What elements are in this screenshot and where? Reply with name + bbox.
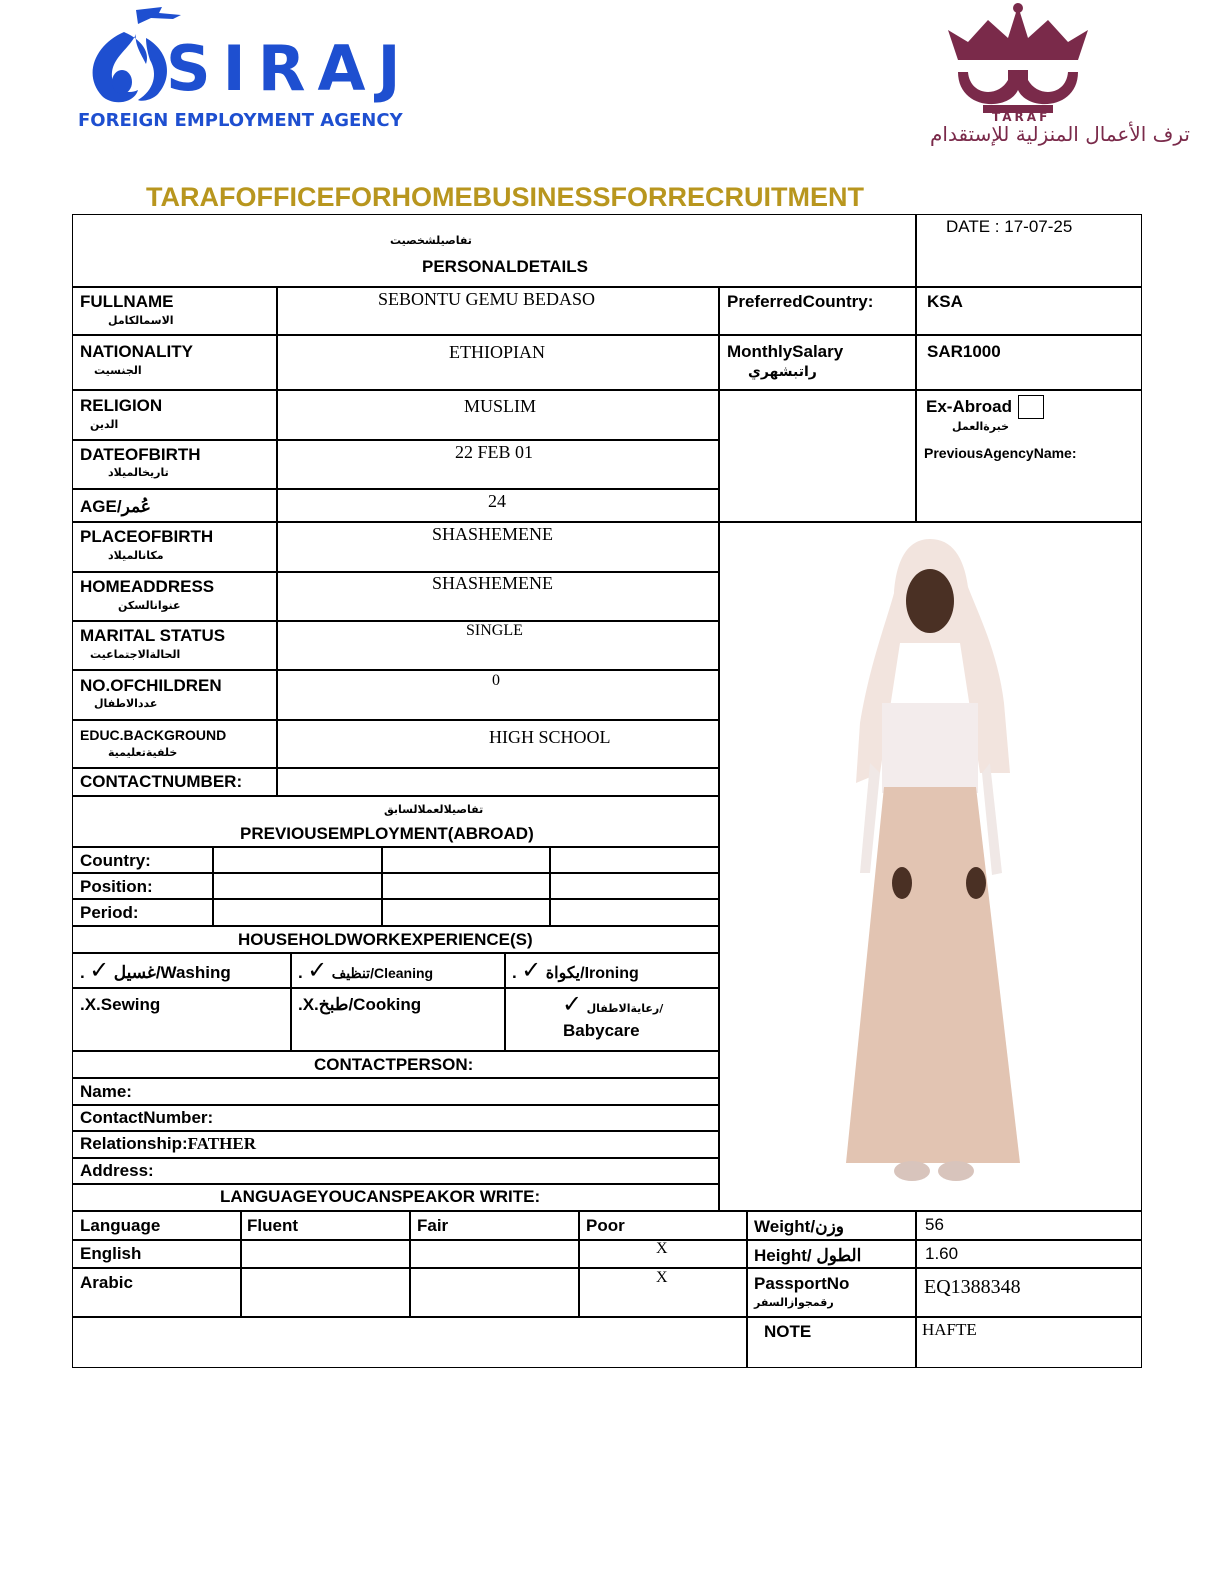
prev-emp-country-label: Country: (80, 851, 151, 870)
check-icon: ✓ (562, 990, 583, 1018)
relationship-value: FATHER (187, 1134, 256, 1153)
siraj-wordmark: SIRAJ (166, 32, 413, 105)
nationality-label: NATIONALITY (80, 342, 194, 361)
marital-label: MARITAL STATUS (80, 626, 226, 645)
contact-number-person-label: ContactNumber: (80, 1108, 214, 1127)
relationship-field (80, 1134, 256, 1154)
dob-arabic: تاريخالميلاد (108, 466, 169, 479)
height-value: 1.60 (925, 1244, 959, 1263)
religion-label: RELIGION (80, 396, 163, 415)
dob-value: 22 FEB 01 (455, 442, 534, 462)
siraj-tagline: FOREIGN EMPLOYMENT AGENCY (78, 110, 403, 131)
children-value: 0 (492, 672, 500, 689)
lang-header-language: Language (80, 1216, 161, 1235)
cooking-label: .X.طبخ/Cooking (298, 995, 422, 1014)
educ-arabic: خلفيةتعليمية (108, 746, 178, 759)
prev-emp-arabic: تفاصيلالعملالسابق (384, 803, 484, 816)
language-title: LANGUAGEYOUCANSPEAKOR WRITE: (220, 1187, 541, 1206)
taraf-arabic-name: ترف الأعمال المنزلية للإستقدام (930, 122, 1190, 146)
lang-arabic-poor: X (656, 1269, 668, 1286)
check-icon: ✓ (307, 956, 328, 984)
lang-header-poor: Poor (586, 1216, 625, 1235)
contact-number-label: CONTACTNUMBER: (80, 772, 243, 791)
check-icon: ✓ (89, 956, 110, 984)
preferred-country-label: PreferredCountry: (727, 292, 874, 311)
salary-value: SAR1000 (927, 342, 1001, 361)
header-arabic: تفاصيلشخصيت (390, 234, 472, 247)
passport-label: PassportNo (754, 1274, 850, 1293)
relationship-label: Relationship: (80, 1134, 188, 1153)
sewing-label: .X.Sewing (80, 995, 161, 1014)
babycare-item (562, 990, 663, 1018)
washing-label: غسيل/Washing (113, 963, 231, 982)
marital-arabic: الحالةالاجتماعيت (90, 648, 181, 661)
home-address-label: HOMEADDRESS (80, 577, 215, 596)
home-address-arabic: عنوانالسكن (118, 599, 181, 612)
ironing-item: . ✓ يكواة/Ironing (512, 956, 639, 984)
taraf-wordmark: TARAF (992, 110, 1051, 124)
prev-emp-period-label: Period: (80, 903, 139, 922)
home-address-value: SHASHEMENE (432, 573, 554, 593)
educ-label: EDUC.BACKGROUND (80, 727, 227, 743)
passport-arabic: رقمجوازالسفر (754, 1296, 834, 1309)
document-title: TARAFOFFICEFORHOMEBUSINESSFORRECRUITMENT (146, 182, 864, 212)
children-label: NO.OFCHILDREN (80, 676, 222, 695)
contact-name-label: Name: (80, 1082, 132, 1101)
prev-emp-title: PREVIOUSEMPLOYMENT(ABROAD) (240, 824, 534, 843)
ex-abroad-arabic: خبرةالعمل (952, 420, 1010, 433)
ironing-label: يكواة/Ironing (545, 965, 639, 982)
nationality-value: ETHIOPIAN (449, 342, 545, 362)
height-label: Height/ الطول (754, 1246, 862, 1265)
prev-emp-position-label: Position: (80, 877, 153, 896)
children-arabic: عددالاطفال (94, 697, 158, 710)
fullname-label: FULLNAME (80, 292, 174, 311)
age-value: 24 (488, 491, 506, 511)
section-personal-details: PERSONALDETAILS (422, 257, 588, 276)
babycare-arabic: رعايةالاطفال/ (586, 1002, 664, 1015)
lang-header-fluent: Fluent (247, 1216, 298, 1235)
pob-label: PLACEOFBIRTH (80, 527, 214, 546)
lang-arabic: Arabic (80, 1273, 133, 1292)
cleaning-label: تنظيف/Cleaning (331, 965, 434, 981)
washing-item: . ✓ غسيل/Washing (80, 956, 231, 984)
lang-english: English (80, 1244, 142, 1263)
date-label: DATE : 17-07-25 (946, 217, 1073, 236)
lang-header-fair: Fair (417, 1216, 449, 1235)
household-title: HOUSEHOLDWORKEXPERIENCE(S) (238, 930, 533, 949)
pob-arabic: مكانالميلاد (108, 549, 164, 562)
contact-address-label: Address: (80, 1161, 154, 1180)
nationality-arabic: الجنسيت (94, 364, 142, 377)
note-value: HAFTE (922, 1320, 977, 1339)
ex-abroad-label: Ex-Abroad (926, 397, 1012, 416)
contact-person-title: CONTACTPERSON: (314, 1055, 474, 1074)
weight-label: Weight/وزن (754, 1217, 844, 1236)
note-label: NOTE (764, 1322, 812, 1341)
cleaning-item: . ✓ تنظيف/Cleaning (298, 956, 434, 984)
educ-value: HIGH SCHOOL (489, 727, 611, 747)
fullname-arabic: الاسمالكامل (108, 314, 174, 327)
salary-label: MonthlySalary (727, 342, 844, 361)
dob-label: DATEOFBIRTH (80, 445, 201, 464)
babycare-label: Babycare (563, 1021, 640, 1040)
previous-agency-label: PreviousAgencyName: (924, 445, 1077, 461)
passport-value: EQ1388348 (924, 1276, 1021, 1298)
preferred-country-value: KSA (927, 292, 963, 311)
pob-value: SHASHEMENE (432, 524, 554, 544)
ex-abroad-checkbox[interactable] (1018, 395, 1044, 419)
fullname-value: SEBONTU GEMU BEDASO (378, 289, 596, 309)
age-label: AGE/عُمر (80, 497, 151, 516)
salary-arabic: راتبشهري (748, 364, 817, 380)
religion-value: MUSLIM (464, 396, 537, 416)
religion-arabic: الدين (90, 418, 119, 431)
marital-value: SINGLE (466, 622, 523, 639)
lang-english-poor: X (656, 1240, 668, 1257)
candidate-photo (720, 523, 1140, 1209)
weight-value: 56 (925, 1215, 944, 1234)
check-icon: ✓ (521, 956, 542, 984)
